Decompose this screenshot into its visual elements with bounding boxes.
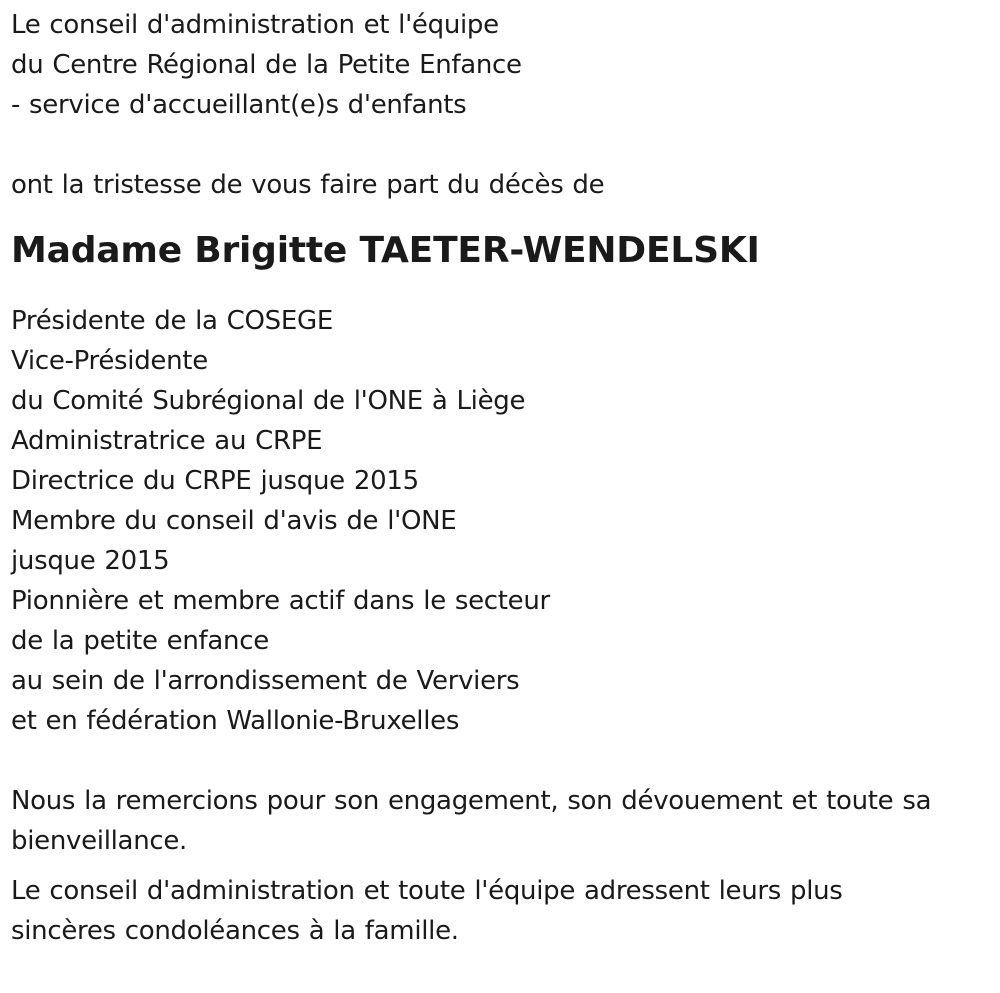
header-line: - service d'accueillant(e)s d'enfants (11, 90, 467, 120)
role-line: Directrice du CRPE jusque 2015 (11, 466, 419, 496)
condolences-paragraph (11, 871, 986, 951)
role-line: du Comité Subrégional de l'ONE à Liège (11, 386, 526, 416)
role-line: et en fédération Wallonie-Bruxelles (11, 706, 460, 736)
role-line: Vice-Présidente (11, 346, 208, 376)
header-block (11, 5, 986, 125)
condolences-line: Le conseil d'administration et toute l'équipe adressent leurs plus (11, 876, 843, 906)
deceased-name: Madame Brigitte TAETER-WENDELSKI (11, 230, 760, 271)
role-line: jusque 2015 (11, 546, 170, 576)
header-line: du Centre Régional de la Petite Enfance (11, 50, 522, 80)
header-line: Le conseil d'administration et l'équipe (11, 10, 499, 40)
role-line: de la petite enfance (11, 626, 269, 656)
thanks-line: Nous la remercions pour son engagement, son dévouement et toute sa (11, 786, 932, 816)
role-line: Administratrice au CRPE (11, 426, 323, 456)
thanks-paragraph (11, 781, 986, 861)
role-line: Membre du conseil d'avis de l'ONE (11, 506, 457, 536)
condolences-line: sincères condoléances à la famille. (11, 916, 459, 946)
announcement-text: ont la tristesse de vous faire part du décès de (11, 170, 605, 200)
role-line: Présidente de la COSEGE (11, 306, 333, 336)
thanks-line: bienveillance. (11, 826, 188, 856)
obituary-document (11, 5, 986, 951)
role-line: Pionnière et membre actif dans le secteur (11, 586, 550, 616)
role-line: au sein de l'arrondissement de Verviers (11, 666, 520, 696)
roles-list (11, 301, 986, 741)
